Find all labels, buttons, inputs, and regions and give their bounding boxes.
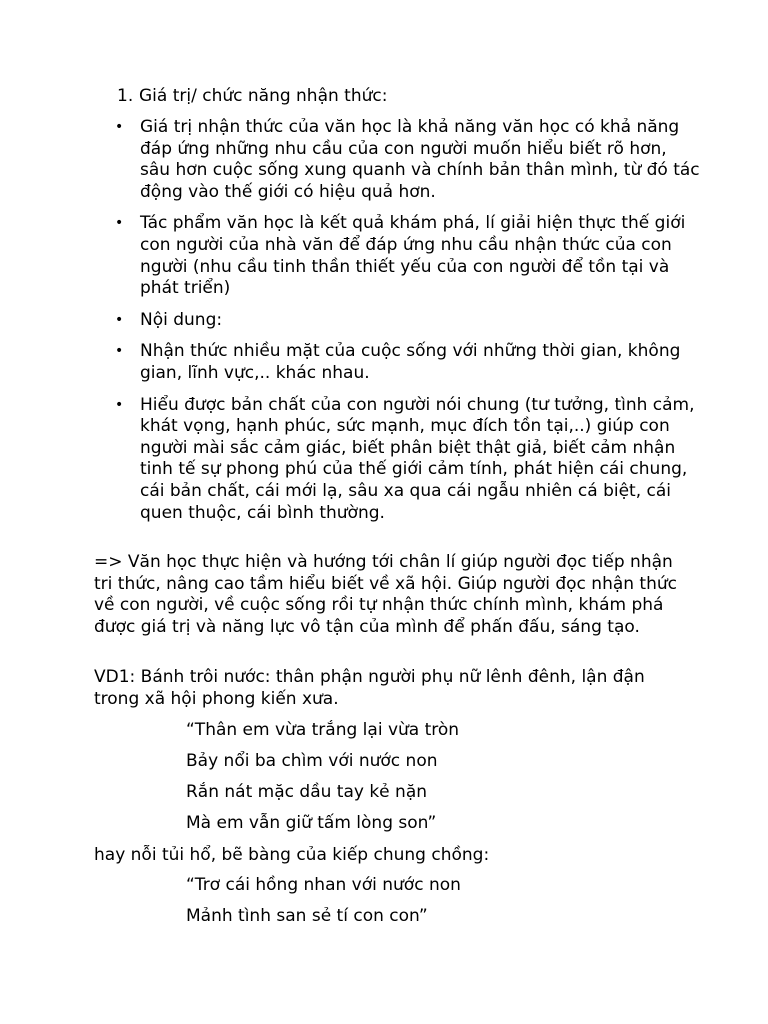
- bullet-item: • Nội dung:: [0, 310, 700, 332]
- example-paragraph: VD1: Bánh trôi nước: thân phận người phụ nữ lênh đênh, lận đận trong xã hội phong kiến xưa.: [94, 667, 645, 709]
- bullet-item: • Nhận thức nhiều mặt của cuộc sống với những thời gian, không gian, lĩnh vực,.. khác nhau.: [0, 341, 700, 384]
- poem-line: “Thân em vừa trắng lại vừa tròn: [186, 720, 460, 740]
- heading-number: 1.: [117, 86, 134, 106]
- poem-line: Bảy nổi ba chìm với nước non: [186, 751, 438, 771]
- bullet-list: [0, 117, 700, 534]
- heading-text: Giá trị/ chức năng nhận thức:: [139, 86, 388, 106]
- bullet-item: • Giá trị nhận thức của văn học là khả năng văn học có khả năng đáp ứng những nhu cầu của con người muốn hiểu biết rõ hơn, sâu hơn cuộc sống xung quanh và chính bản thân mình, từ đó tác động vào thế giới có hiệu quả hơn.: [0, 117, 700, 203]
- poem-line: Mảnh tình san sẻ tí con con”: [186, 906, 428, 926]
- bullet-item: • Tác phẩm văn học là kết quả khám phá, lí giải hiện thực thế giới con người của nhà văn để đáp ứng nhu cầu nhận thức của con người (nhu cầu tinh thần thiết yếu của con người để tồn tại và phát triển): [0, 213, 700, 299]
- bullet-item: • Hiểu được bản chất của con người nói chung (tư tưởng, tình cảm, khát vọng, hạnh phúc, sức mạnh, mục đích tồn tại,..) giúp con người mài sắc cảm giác, biết phân biệt thật giả, biết cảm nhận tinh tế sự phong phú của thế giới cảm tính, phát hiện cái chung, cái bản chất, cái mới lạ, sâu xa qua cái ngẫu nhiên cá biệt, cái quen thuộc, cái bình thường.: [0, 395, 700, 525]
- section-heading: [117, 86, 387, 108]
- poem-line: Rắn nát mặc dầu tay kẻ nặn: [186, 782, 428, 802]
- conclusion-paragraph: => Văn học thực hiện và hướng tới chân lí giúp người đọc tiếp nhận tri thức, nâng cao tầm hiểu biết về xã hội. Giúp người đọc nhận thức về con người, về cuộc sống rồi tự nhận thức chính mình, khám phá được giá trị và năng lực vô tận của mình để phấn đấu, sáng tạo.: [94, 552, 677, 637]
- transition-paragraph: hay nỗi tủi hổ, bẽ bàng của kiếp chung chồng:: [94, 845, 490, 865]
- poem-quote: [186, 720, 666, 844]
- poem-line: “Trơ cái hồng nhan với nước non: [186, 875, 461, 895]
- poem-quote: [186, 875, 666, 937]
- poem-line: Mà em vẫn giữ tấm lòng son”: [186, 813, 437, 833]
